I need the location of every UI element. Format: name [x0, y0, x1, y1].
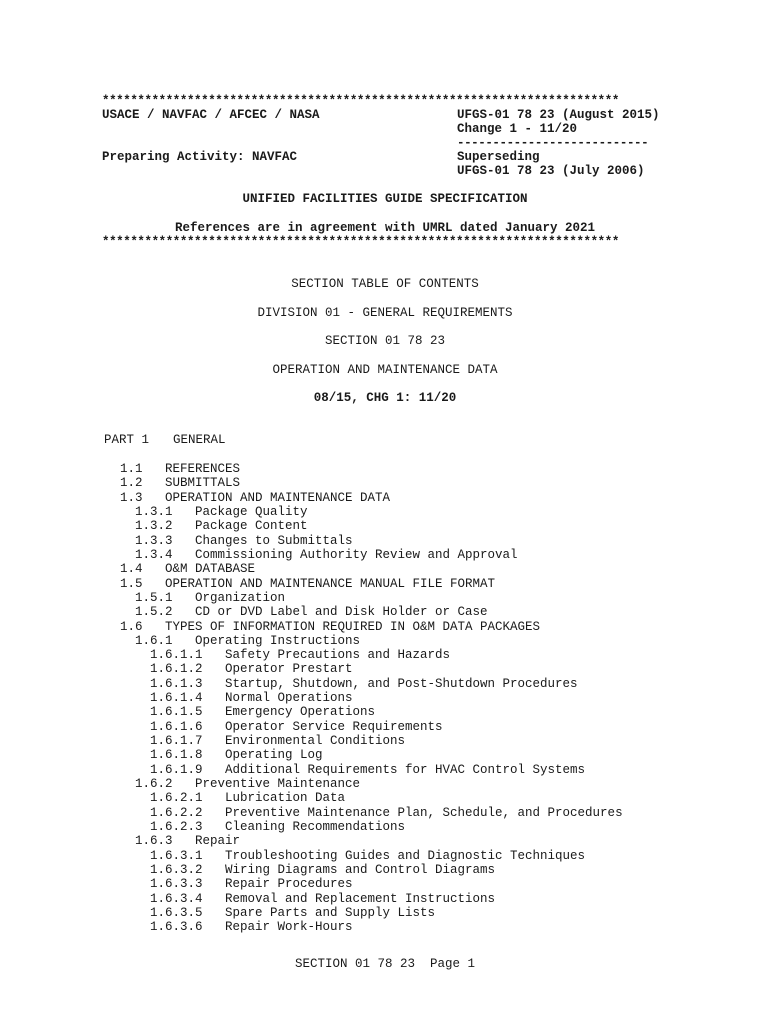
toc-item-number: 1.4 — [120, 562, 143, 577]
toc-item-title: Environmental Conditions — [225, 734, 406, 749]
toc-item-title: Wiring Diagrams and Control Diagrams — [225, 862, 496, 877]
toc-item-title: Changes to Submittals — [195, 533, 353, 548]
toc-heading: SECTION TABLE OF CONTENTS — [291, 277, 479, 291]
toc-item-title: Troubleshooting Guides and Diagnostic Techniques — [225, 848, 586, 863]
division-heading: DIVISION 01 - GENERAL REQUIREMENTS — [257, 306, 513, 320]
change-line: Change 1 - 11/20 — [457, 122, 578, 136]
toc-item-number: 1.6.3.2 — [150, 862, 203, 877]
toc-item-number: 1.5 — [120, 576, 143, 591]
section-date: 08/15, CHG 1: 11/20 — [313, 391, 457, 405]
toc-item-number: 1.3.2 — [135, 519, 173, 534]
toc-item-number: 1.6.3.5 — [150, 905, 203, 920]
toc-item-number: 1.2 — [120, 476, 143, 491]
preparing-activity: Preparing Activity: NAVFAC — [102, 150, 298, 164]
toc-item-title: Removal and Replacement Instructions — [225, 891, 496, 906]
superseded-identifier: UFGS-01 78 23 (July 2006) — [457, 164, 645, 178]
toc-item-number: 1.6.1.1 — [150, 648, 203, 663]
toc-item-number: 1.6.3.4 — [150, 891, 203, 906]
toc-item-title: OPERATION AND MAINTENANCE DATA — [165, 490, 391, 505]
guide-spec-title: UNIFIED FACILITIES GUIDE SPECIFICATION — [242, 192, 528, 206]
toc-item-title: Repair Procedures — [225, 877, 353, 892]
superseding-label: Superseding — [457, 150, 540, 164]
toc-item-number: 1.6.2 — [135, 777, 173, 792]
toc-item-title: Operator Prestart — [225, 662, 353, 677]
toc-item-title: Preventive Maintenance — [195, 777, 361, 792]
dash-rule: --------------------------- — [457, 136, 649, 150]
toc-item-title: Safety Precautions and Hazards — [225, 648, 451, 663]
toc-item-title: Organization — [195, 590, 286, 605]
toc-item-title: Startup, Shutdown, and Post-Shutdown Procedures — [225, 676, 578, 691]
toc-item-title: Normal Operations — [225, 691, 353, 706]
toc-item-number: 1.6.3 — [135, 834, 173, 849]
toc-item-title: Package Quality — [195, 504, 308, 519]
toc-item-title: Preventive Maintenance Plan, Schedule, and Procedures — [225, 805, 623, 820]
toc-item-number: 1.3.1 — [135, 504, 173, 519]
toc-item-number: 1.1 — [120, 462, 143, 476]
toc-item-title: Spare Parts and Supply Lists — [225, 905, 436, 920]
toc-item-number: 1.6.2.2 — [150, 805, 203, 820]
section-name: OPERATION AND MAINTENANCE DATA — [272, 363, 498, 377]
toc-item-number: 1.6.1.6 — [150, 719, 203, 734]
toc-item-number: 1.3.4 — [135, 547, 173, 562]
toc-item-number: 1.6.2.3 — [150, 820, 203, 834]
ufgs-identifier: UFGS-01 78 23 (August 2015) — [457, 108, 660, 122]
toc-item-title: O&M DATABASE — [165, 562, 256, 577]
header-star-rule-bottom: ************************************************************************* — [102, 235, 619, 249]
toc-item-number: 1.6.1.4 — [150, 691, 203, 706]
toc-item-title: Package Content — [195, 519, 308, 534]
agencies-line: USACE / NAVFAC / AFCEC / NASA — [102, 108, 320, 122]
toc-item-number: 1.6.1.8 — [150, 748, 203, 763]
toc-item-title: CD or DVD Label and Disk Holder or Case — [195, 605, 488, 620]
toc-item-title: Emergency Operations — [225, 705, 376, 720]
toc-item-number: 1.5.1 — [135, 590, 173, 605]
part-number: PART 1 — [104, 433, 150, 447]
toc-item-title: OPERATION AND MAINTENANCE MANUAL FILE FORMAT — [165, 576, 496, 591]
toc-item-number: 1.3 — [120, 490, 143, 505]
toc-item-number: 1.6.1.5 — [150, 705, 203, 720]
toc-item-number: 1.6.1.3 — [150, 676, 203, 691]
part-title: GENERAL — [173, 433, 226, 447]
toc-item-title: Additional Requirements for HVAC Control Systems — [225, 762, 586, 777]
page-footer: SECTION 01 78 23 Page 1 — [294, 957, 476, 971]
references-note: References are in agreement with UMRL dated January 2021 — [174, 221, 596, 235]
toc-item-title: SUBMITTALS — [165, 476, 241, 491]
toc-item-title: Repair Work-Hours — [225, 920, 353, 935]
toc-item-number: 1.5.2 — [135, 605, 173, 620]
toc-item-number: 1.6.3.1 — [150, 848, 203, 863]
toc-item-title: REFERENCES — [165, 462, 241, 476]
toc-item-number: 1.6.3.3 — [150, 877, 203, 892]
toc-item-number: 1.6.1 — [135, 633, 173, 648]
toc-item-number: 1.6.1.2 — [150, 662, 203, 677]
toc-item-number: 1.6.2.1 — [150, 791, 203, 806]
toc-item-number: 1.6.1.9 — [150, 762, 203, 777]
section-number: SECTION 01 78 23 — [324, 334, 446, 348]
toc-item-title: Lubrication Data — [225, 791, 346, 806]
toc-item-title: TYPES OF INFORMATION REQUIRED IN O&M DATA PACKAGES — [165, 619, 541, 634]
toc-item-title: Commissioning Authority Review and Approval — [195, 547, 518, 562]
toc-item-number: 1.3.3 — [135, 533, 173, 548]
toc-item-title: Cleaning Recommendations — [225, 820, 406, 834]
toc-item-number: 1.6.1.7 — [150, 734, 203, 749]
toc-item-title: Operator Service Requirements — [225, 719, 443, 734]
toc-item-title: Repair — [195, 834, 241, 849]
toc-item-number: 1.6 — [120, 619, 143, 634]
toc-item-number: 1.6.3.6 — [150, 920, 203, 935]
header-star-rule-top: ************************************************************************* — [102, 94, 619, 108]
toc-item-title: Operating Log — [225, 748, 323, 763]
toc-item-title: Operating Instructions — [195, 633, 361, 648]
